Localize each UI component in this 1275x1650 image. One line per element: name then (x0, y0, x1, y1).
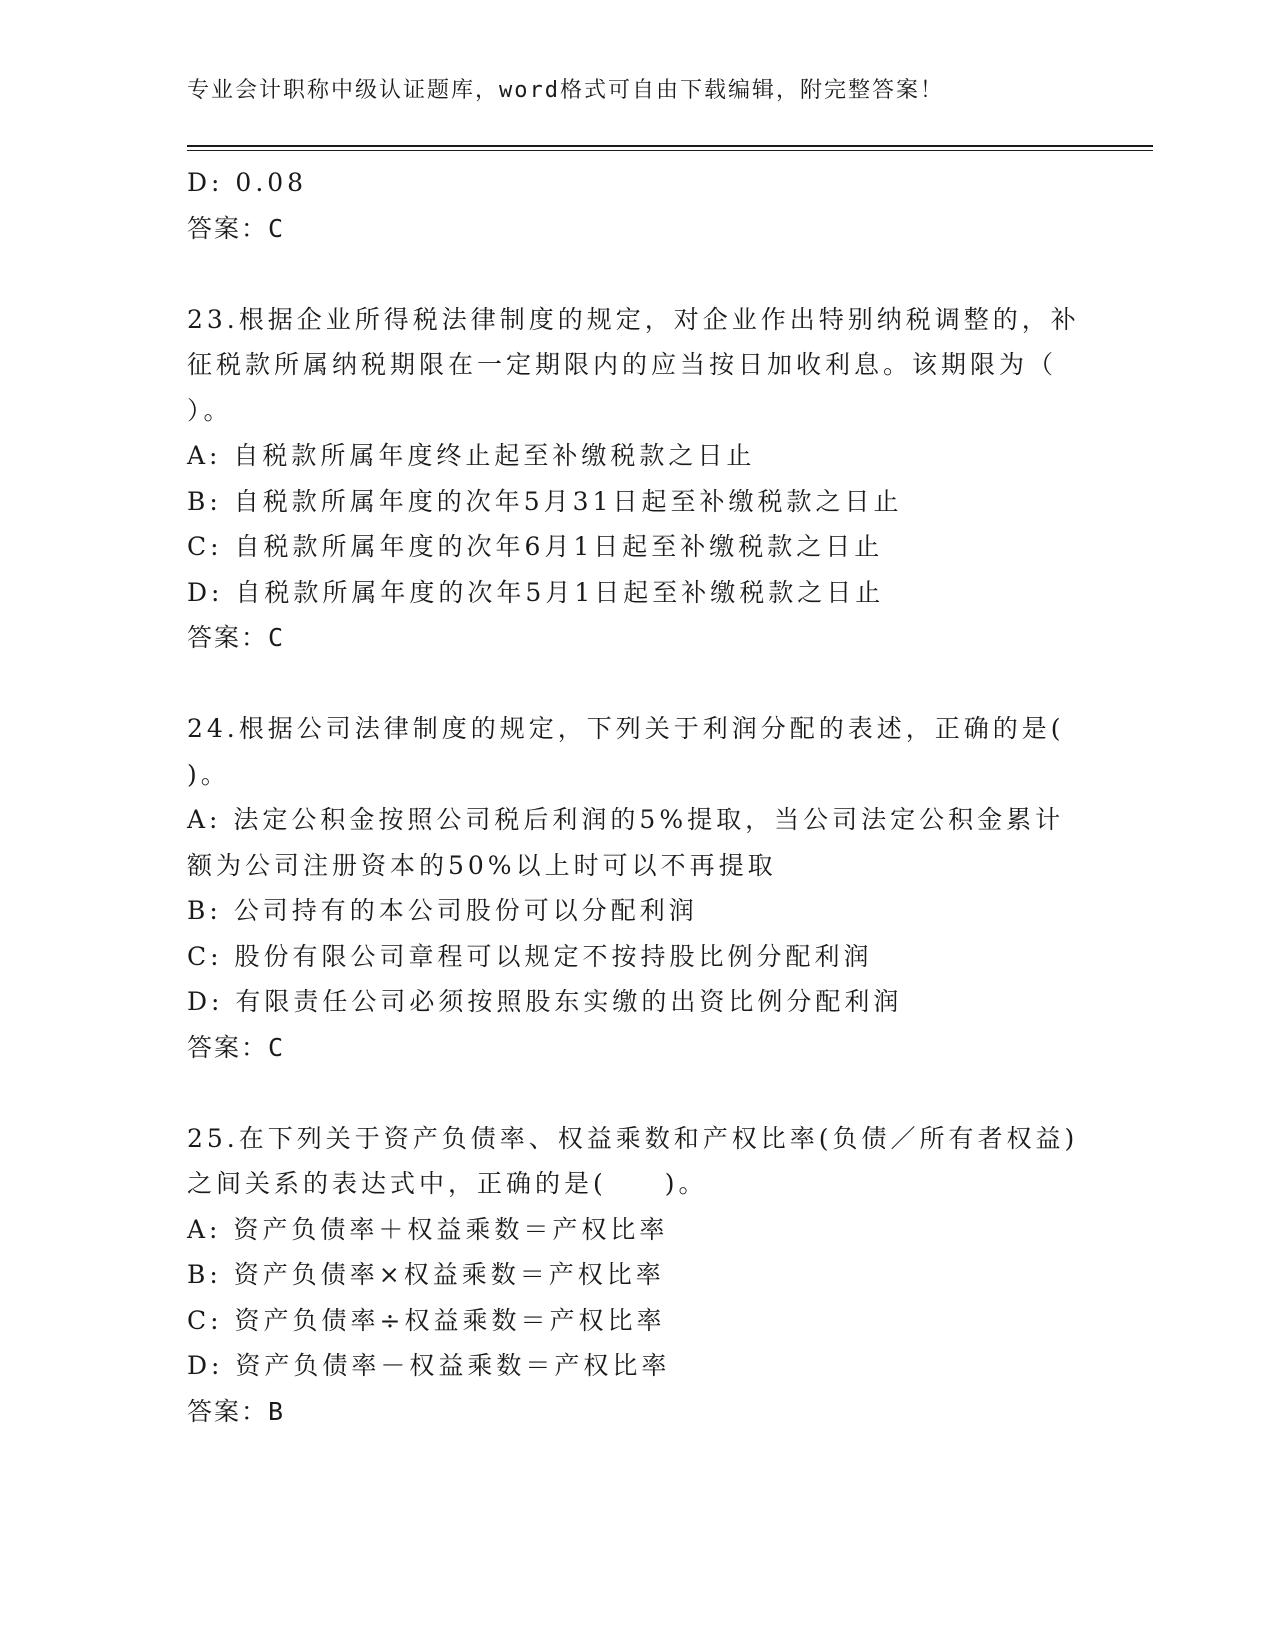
question-stem-line: 征税款所属纳税期限在一定期限内的应当按日加收利息。该期限为（ (187, 350, 1058, 379)
spacer (187, 1070, 1087, 1116)
page-header: 专业会计职称中级认证题库，word格式可自由下载编辑，附完整答案！ (187, 78, 944, 103)
header-divider (187, 145, 1153, 151)
question-24 (187, 706, 1087, 1070)
spacer (187, 251, 1087, 297)
question-content (187, 160, 1087, 1434)
option-a: A: 自税款所属年度终止起至补缴税款之日止 (187, 441, 756, 470)
question-stem-line: ）。 (187, 395, 233, 425)
question-23 (187, 297, 1087, 661)
option-c: C: 资产负债率÷权益乘数＝产权比率 (187, 1305, 666, 1335)
option-b: B: 自税款所属年度的次年5月31日起至补缴税款之日止 (187, 486, 903, 516)
question-stem-line: 23.根据企业所得税法律制度的规定，对企业作出特别纳税调整的，补 (187, 304, 1080, 334)
question-25 (187, 1116, 1087, 1435)
answer: 答案：C (187, 623, 286, 652)
option-d: D: 自税款所属年度的次年5月1日起至补缴税款之日止 (187, 577, 885, 607)
answer: 答案：C (187, 1032, 286, 1062)
question-stem-line: 之间关系的表达式中，正确的是( )。 (187, 1169, 708, 1198)
option-b: B: 公司持有的本公司股份可以分配利润 (187, 896, 698, 925)
option-a: A: 资产负债率＋权益乘数＝产权比率 (187, 1214, 669, 1244)
question-stem-line: 25.在下列关于资产负债率、权益乘数和产权比率(负债／所有者权益) (187, 1123, 1079, 1153)
question-stem-line: 24.根据公司法律制度的规定，下列关于利润分配的表述，正确的是( (187, 714, 1065, 743)
answer: 答案：B (187, 1396, 286, 1426)
option-d: D: 有限责任公司必须按照股东实缴的出资比例分配利润 (187, 987, 903, 1016)
option-a-continued: 额为公司注册资本的50%以上时可以不再提取 (187, 850, 777, 880)
prev-answer: 答案：C (187, 213, 286, 243)
option-c: C: 自税款所属年度的次年6月1日起至补缴税款之日止 (187, 532, 884, 561)
spacer (187, 661, 1087, 707)
question-stem-line: )。 (187, 759, 230, 789)
option-a: A: 法定公积金按照公司税后利润的5%提取，当公司法定公积金累计 (187, 805, 1065, 834)
option-c: C: 股份有限公司章程可以规定不按持股比例分配利润 (187, 941, 873, 971)
prev-option-d: D: 0.08 (187, 168, 308, 197)
option-b: B: 资产负债率×权益乘数＝产权比率 (187, 1260, 665, 1289)
option-d: D: 资产负债率－权益乘数＝产权比率 (187, 1351, 671, 1380)
